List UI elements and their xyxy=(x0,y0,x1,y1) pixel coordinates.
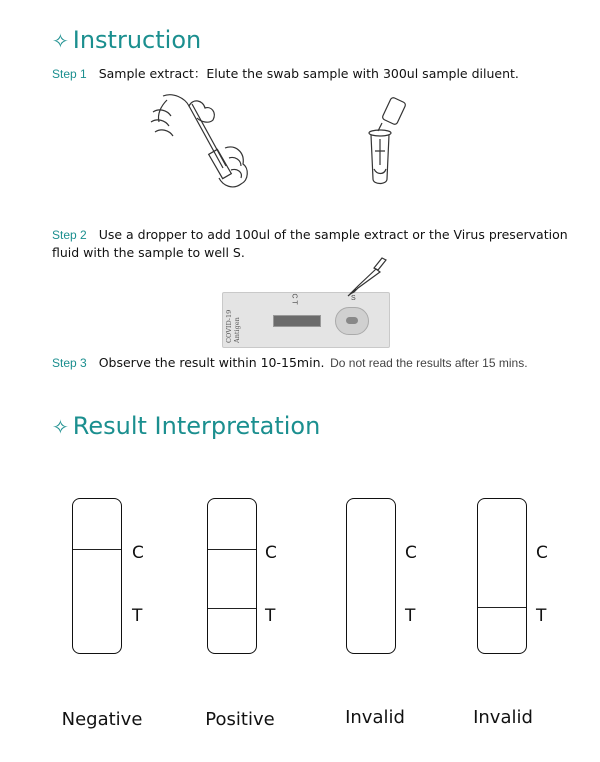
sample-well xyxy=(335,307,369,335)
step-1 xyxy=(52,64,519,82)
t-mark: T xyxy=(132,606,143,626)
t-mark: T xyxy=(536,606,547,626)
cassette-brand xyxy=(225,297,247,343)
result-label-invalid: Invalid xyxy=(345,707,405,728)
instruction-heading xyxy=(52,26,201,54)
cassette-brand-line1: COVID-19 xyxy=(225,309,233,343)
c-mark: C xyxy=(265,543,277,563)
cassette-result-window xyxy=(273,315,321,327)
dropper-icon xyxy=(336,256,392,298)
result-strip-invalid-t-only xyxy=(477,498,527,654)
c-mark: C xyxy=(405,543,417,563)
step-3-text: Observe the result within 10-15min. xyxy=(98,355,325,370)
step-2-text-line1: Use a dropper to add 100ul of the sample extract or the Virus preservation xyxy=(98,227,568,242)
step-2-label: Step 2 xyxy=(52,228,87,242)
c-mark: C xyxy=(536,543,548,563)
test-line xyxy=(478,607,526,608)
swab-in-tube-illustration xyxy=(145,88,255,193)
step-3-label: Step 3 xyxy=(52,356,87,370)
cassette-ct-marks: C T xyxy=(290,293,298,305)
result-strip-invalid-no-lines xyxy=(346,498,396,654)
step-3-note: Do not read the results after 15 mins. xyxy=(330,356,528,370)
sparkle-star-icon: ✧ xyxy=(52,415,69,439)
result-label-positive: Positive xyxy=(205,709,275,730)
control-line xyxy=(73,549,121,550)
result-interpretation-heading xyxy=(52,412,320,440)
result-strip-positive xyxy=(207,498,257,654)
result-interpretation-title: Result Interpretation xyxy=(72,412,321,440)
diluent-tube-illustration xyxy=(360,95,410,190)
instruction-title: Instruction xyxy=(72,26,202,54)
test-line xyxy=(208,608,256,609)
step-1-label: Step 1 xyxy=(52,67,87,81)
step-2 xyxy=(52,227,568,242)
step-1-text: Sample extract：Elute the swab sample with 300ul sample diluent. xyxy=(98,66,519,81)
step-2-continued xyxy=(52,245,245,260)
sparkle-star-icon: ✧ xyxy=(52,29,69,53)
t-mark: T xyxy=(405,606,416,626)
result-strip-negative xyxy=(72,498,122,654)
cassette-well-mark: S xyxy=(351,295,356,302)
test-cassette xyxy=(222,292,390,348)
c-mark: C xyxy=(132,543,144,563)
result-label-invalid: Invalid xyxy=(473,707,533,728)
step-2-text-line2: fluid with the sample to well S. xyxy=(52,245,245,260)
control-line xyxy=(208,549,256,550)
t-mark: T xyxy=(265,606,276,626)
result-label-negative: Negative xyxy=(61,709,143,730)
step-3 xyxy=(52,355,528,370)
cassette-brand-line2: Antigen xyxy=(233,317,241,343)
